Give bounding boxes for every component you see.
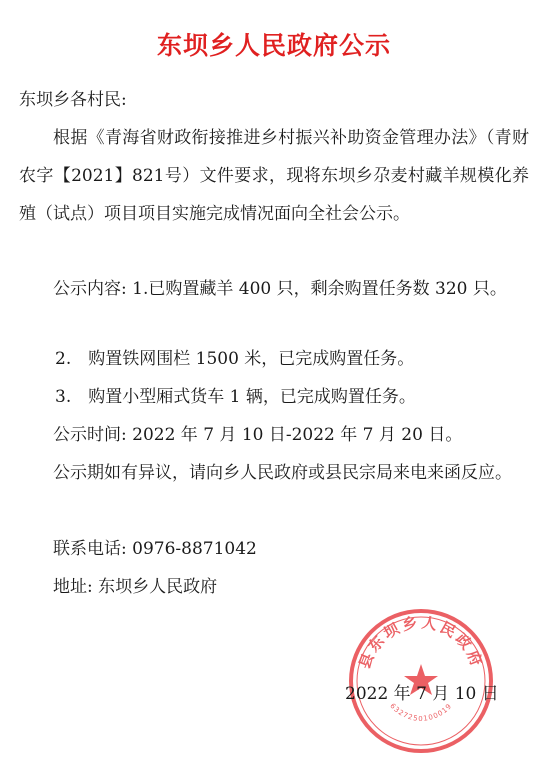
issue-date: 2022 年 7 月 10 日 <box>345 684 499 704</box>
intro-paragraph: 根据《青海省财政衔接推进乡村振兴补助资金管理办法》（青财农字【2021】821号）文件要求，现将东坝乡尕麦村藏羊规模化养殖（试点）项目项目实施完成情况面向全社会公示。 <box>19 128 529 224</box>
contact-phone: 联系电话: 0976-8871042 <box>53 539 257 559</box>
notice-period: 公示时间: 2022 年 7 月 10 日-2022 年 7 月 20 日。 <box>53 425 463 445</box>
content-item-3: 3. 购置小型厢式货车 1 辆，已完成购置任务。 <box>55 387 416 407</box>
seal-text: 县东坝乡人民政府 <box>355 613 487 672</box>
notice-title: 东坝乡人民政府公示 <box>156 31 391 60</box>
svg-text:县东坝乡人民政府 <box>355 613 486 671</box>
seal-number: 6327250100019 <box>388 701 454 723</box>
objection-paragraph: 公示期如有异议，请向乡人民政府或县民宗局来电来函反应。 <box>53 463 512 483</box>
content-item-2: 2. 购置铁网围栏 1500 米，已完成购置任务。 <box>55 349 415 369</box>
content-item-1: 公示内容: 1.已购置藏羊 400 只，剩余购置任务数 320 只。 <box>53 279 507 299</box>
salutation: 东坝乡各村民: <box>19 90 127 110</box>
official-seal <box>346 606 496 756</box>
svg-text:6327250100019 <box>388 702 453 723</box>
contact-address: 地址: 东坝乡人民政府 <box>53 577 218 597</box>
